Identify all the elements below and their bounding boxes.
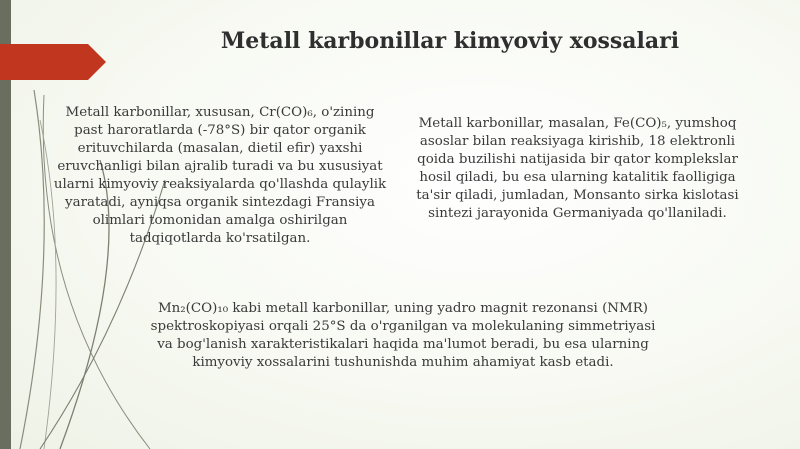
title-arrow-icon xyxy=(0,44,106,80)
slide-title: Metall karbonillar kimyoviy xossalari xyxy=(220,28,680,54)
paragraph-bottom: Mn₂(CO)₁₀ kabi metall karbonillar, uning yadro magnit rezonansi (NMR) spektroskopiyasi orqali 25°S da o'rganilgan va molekulaning simmetriyasi va bog'lanish xarakteristikalari haqida ma'lumot beradi, bu esa ularning kimyoviy xossalarini tushunishda muhim ahamiyat kasb etadi. xyxy=(150,301,656,370)
paragraph-left: Metall karbonillar, xususan, Cr(CO)₆, o'zining past haroratlarda (-78°S) bir qator organik erituvchilarda (masalan, dietil efir) yaxshi eruvchanligi bilan ajralib turadi va bu xususiyat ularni kimyoviy reaksiyalarda qo'llashda qulaylik yaratadi, ayniqsa organik sintezdagi Fransiya olimlari tomonidan amalga oshirilgan tadqiqotlarda ko'rsatilgan. xyxy=(53,105,387,246)
paragraph-right: Metall karbonillar, masalan, Fe(CO)₅, yumshoq asoslar bilan reaksiyaga kirishib, 18 elektronli qoida buzilishi natijasida bir qator komplekslar hosil qiladi, bu esa ularning katalitik faolligiga ta'sir qiladi, jumladan, Monsanto sirka kislotasi sintezi jarayonida Germaniyada qo'llaniladi. xyxy=(416,116,739,221)
